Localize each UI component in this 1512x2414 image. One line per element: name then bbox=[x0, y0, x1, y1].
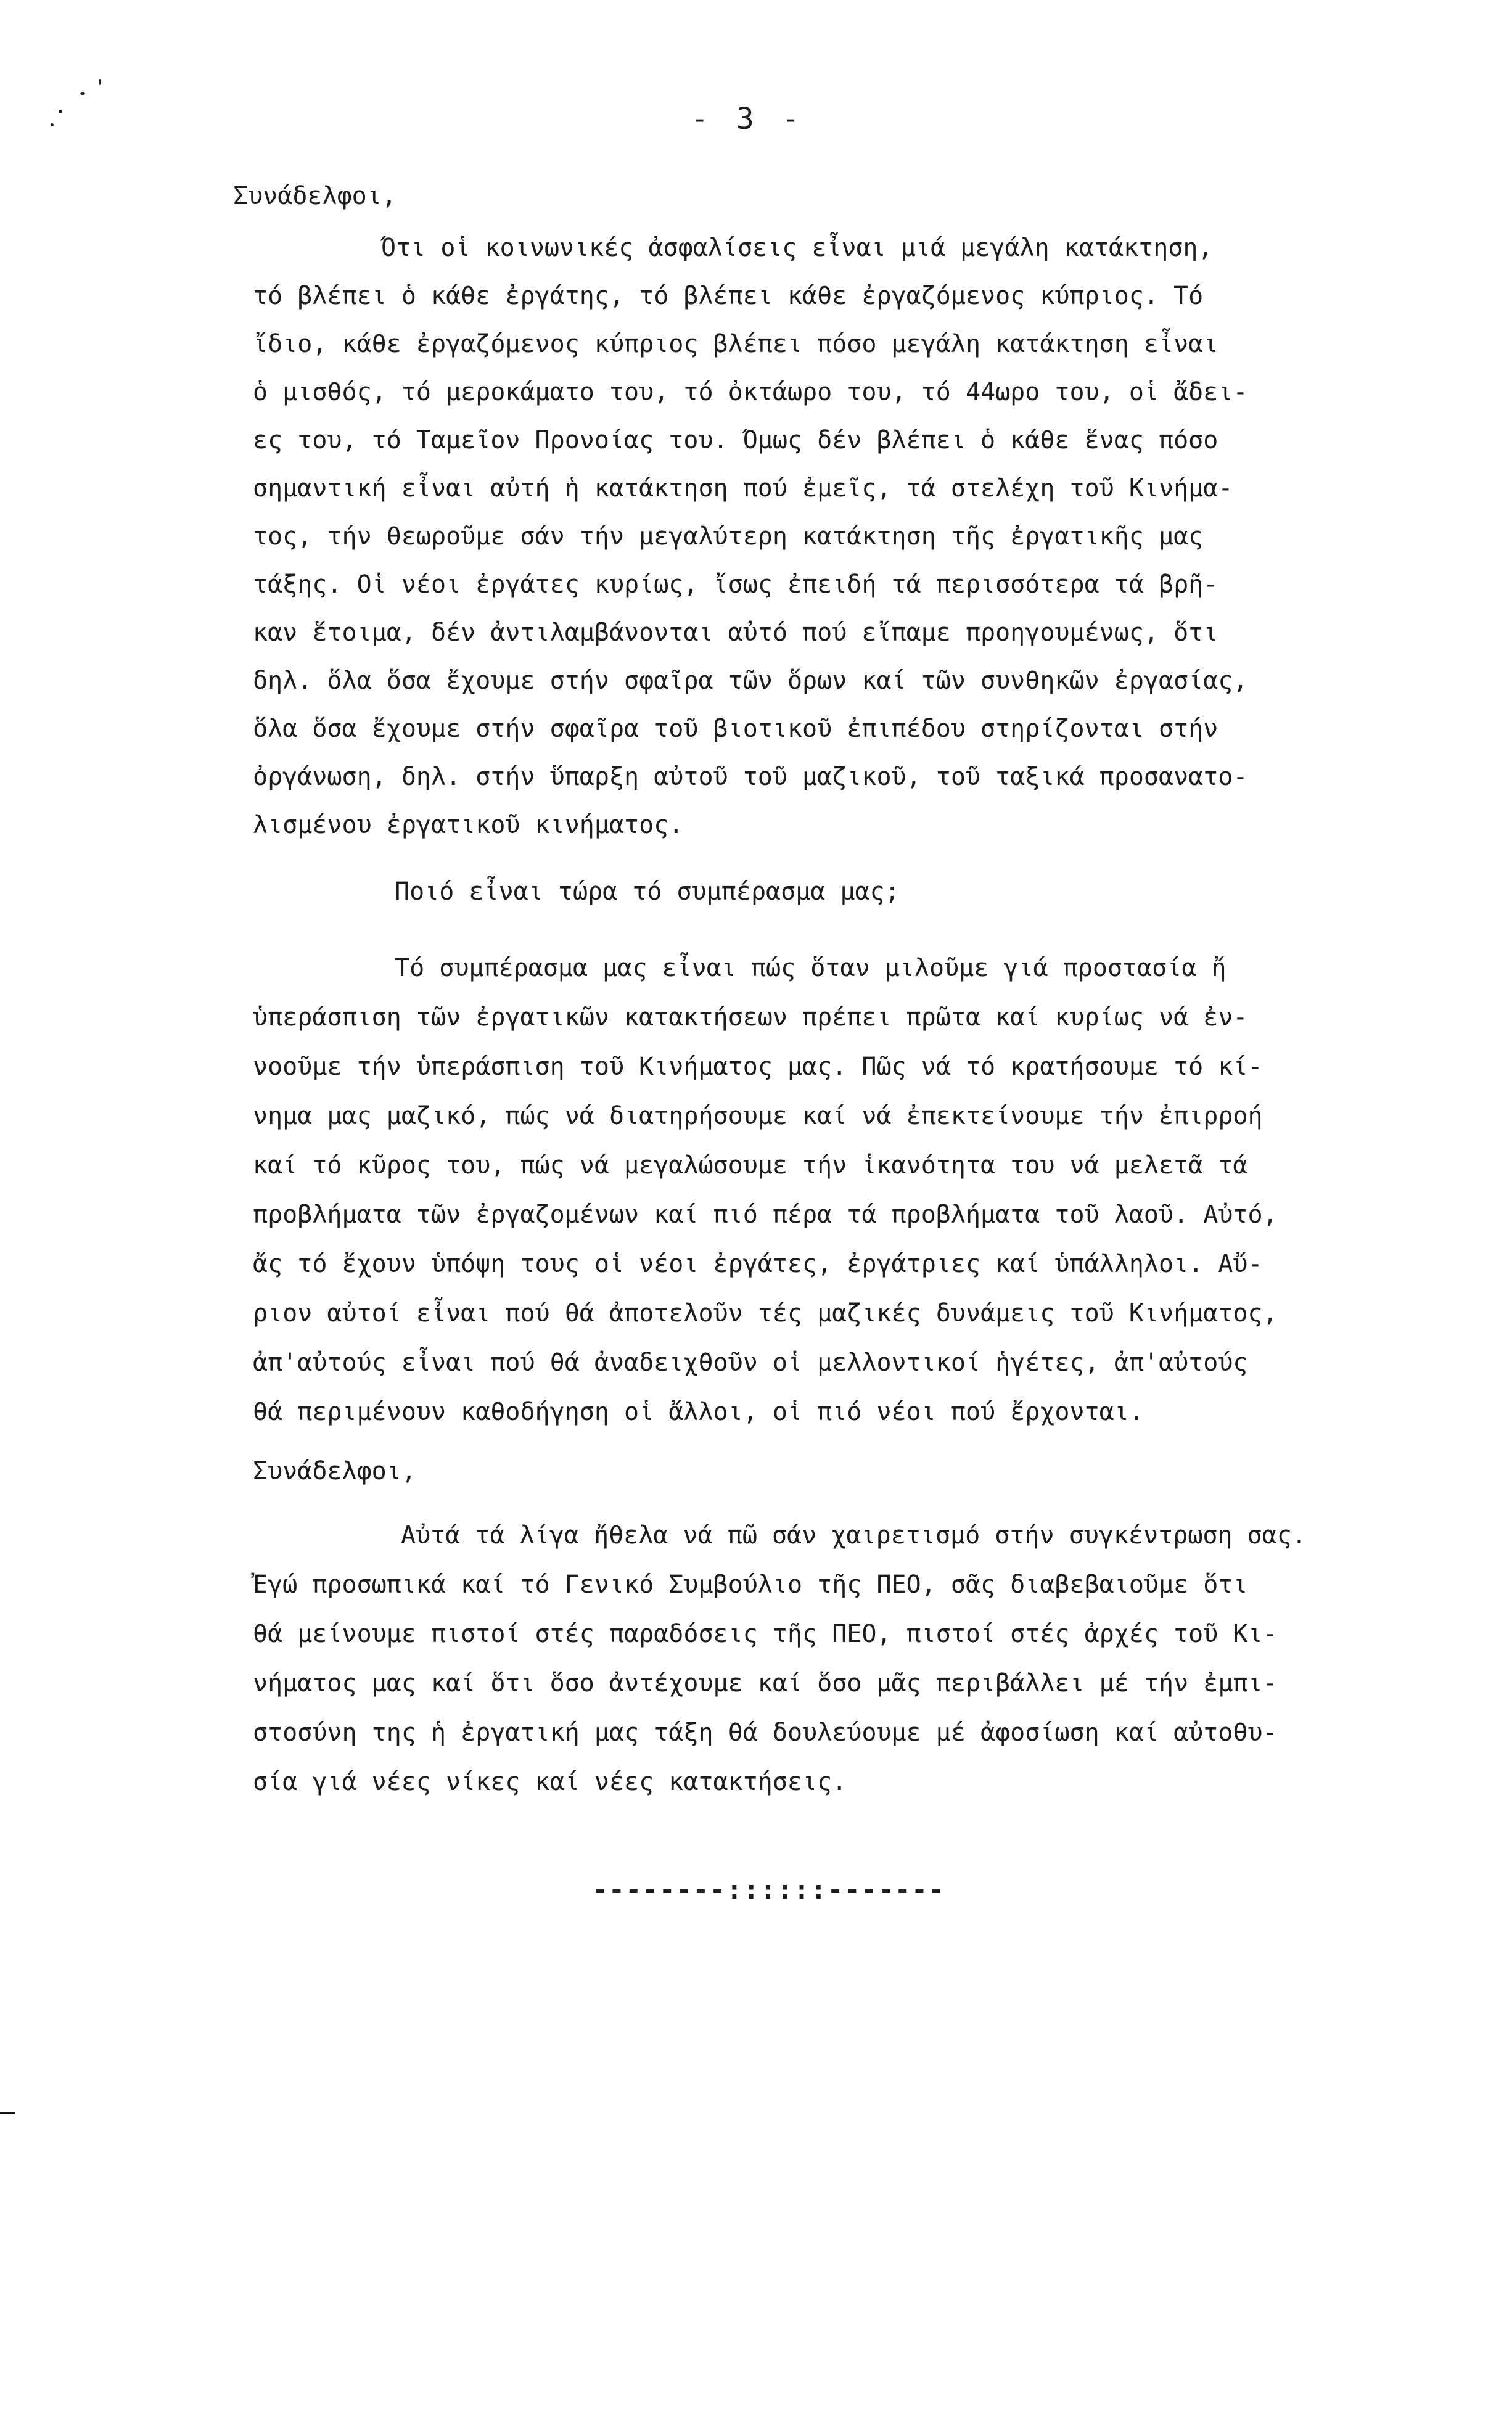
text-line: νημα μας μαζικό, πώς νά διατηρήσουμε καί νά ἐπεκτείνουμε τήν ἐπιρροή bbox=[253, 1102, 1263, 1130]
scan-speck bbox=[80, 92, 85, 95]
text-line: ἴδιο, κάθε ἐργαζόμενος κύπριος βλέπει πόσο μεγάλη κατάκτηση εἶναι bbox=[253, 330, 1218, 358]
text-line: προβλήματα τῶν ἐργαζομένων καί πιό πέρα τά προβλήματα τοῦ λαοῦ. Αὐτό, bbox=[253, 1201, 1278, 1229]
text-line: νήματος μας καί ὅτι ὅσο ἀντέχουμε καί ὅσο μᾶς περιβάλλει μέ τήν ἐμπι- bbox=[253, 1669, 1278, 1698]
text-line: νοοῦμε τήν ὑπεράσπιση τοῦ Κινήματος μας. Πῶς νά τό κρατήσουμε τό κί- bbox=[253, 1053, 1263, 1081]
text-line: λισμένου ἐργατικοῦ κινήματος. bbox=[253, 811, 684, 839]
text-line: ὅλα ὅσα ἔχουμε στήν σφαῖρα τοῦ βιοτικοῦ ἐπιπέδου στηρίζονται στήν bbox=[253, 715, 1218, 743]
salutation: Συνάδελφοι, bbox=[253, 1457, 416, 1485]
scan-speck bbox=[59, 110, 62, 113]
text-line: δηλ. ὅλα ὅσα ἔχουμε στήν σφαῖρα τῶν ὅρων καί τῶν συνθηκῶν ἐργασίας, bbox=[253, 667, 1248, 695]
text-line: θά περιμένουν καθοδήγηση οἱ ἄλλοι, οἱ πιό νέοι πού ἔρχονται. bbox=[253, 1398, 1144, 1426]
text-line: σημαντική εἶναι αὐτή ἡ κατάκτηση πού ἐμεῖς, τά στελέχη τοῦ Κινήμα- bbox=[253, 474, 1233, 503]
text-line: ες του, τό Ταμεῖον Προνοίας του. Όμως δέν βλέπει ὁ κάθε ἕνας πόσο bbox=[253, 426, 1218, 454]
text-line: Ότι οἱ κοινωνικές ἀσφαλίσεις εἶναι μιά μεγάλη κατάκτηση, bbox=[381, 234, 1213, 262]
text-line: στοσύνη της ἡ ἐργατική μας τάξη θά δουλεύουμε μέ ἀφοσίωση καί αὐτοθυ- bbox=[253, 1718, 1278, 1747]
salutation: Συνάδελφοι, bbox=[233, 182, 396, 210]
text-line: τό βλέπει ὁ κάθε ἐργάτης, τό βλέπει κάθε ἐργαζόμενος κύπριος. Τό bbox=[253, 282, 1204, 310]
text-line: ὀργάνωση, δηλ. στήν ὕπαρξη αὐτοῦ τοῦ μαζικοῦ, τοῦ ταξικά προσανατο- bbox=[253, 763, 1248, 791]
text-line: Αὐτά τά λίγα ἤθελα νά πῶ σάν χαιρετισμό στήν συγκέντρωση σας. bbox=[401, 1521, 1307, 1550]
scan-edge-mark bbox=[0, 2112, 15, 2114]
text-line: Ἐγώ προσωπικά καί τό Γενικό Συμβούλιο τῆς ΠΕΟ, σᾶς διαβεβαιοῦμε ὅτι bbox=[253, 1570, 1248, 1599]
text-line: σία γιά νέες νίκες καί νέες κατακτήσεις. bbox=[253, 1768, 847, 1796]
text-line: θά μείνουμε πιστοί στές παραδόσεις τῆς ΠΕΟ, πιστοί στές ἀρχές τοῦ Κι- bbox=[253, 1620, 1278, 1648]
scan-speck bbox=[51, 123, 54, 126]
text-line: ἀπ'αὐτούς εἶναι πού θά ἀναδειχθοῦν οἱ μελλοντικοί ἡγέτες, ἀπ'αὐτούς bbox=[253, 1349, 1248, 1377]
scan-speck bbox=[99, 79, 101, 85]
text-line: καί τό κῦρος του, πώς νά μεγαλώσουμε τήν ἱκανότητα του νά μελετᾶ τά bbox=[253, 1151, 1248, 1180]
text-line: Τό συμπέρασμα μας εἶναι πώς ὅταν μιλοῦμε γιά προστασία ἤ bbox=[395, 954, 1226, 982]
text-line: ριον αὐτοί εἶναι πού θά ἀποτελοῦν τές μαζικές δυνάμεις τοῦ Κινήματος, bbox=[253, 1299, 1278, 1328]
text-line: καν ἕτοιμα, δέν ἀντιλαμβάνονται αὐτό πού εἴπαμε προηγουμένως, ὅτι bbox=[253, 618, 1218, 647]
text-line: ὁ μισθός, τό μεροκάματο του, τό ὀκτάωρο του, τό 44ωρο του, οἱ ἄδει- bbox=[253, 378, 1248, 406]
section-question: Ποιό εἶναι τώρα τό συμπέρασμα μας; bbox=[395, 877, 900, 906]
text-line: τος, τήν θεωροῦμε σάν τήν μεγαλύτερη κατάκτηση τῆς ἐργατικῆς μας bbox=[253, 522, 1204, 551]
section-divider: --------::::::------- bbox=[592, 1874, 946, 1905]
text-line: τάξης. Οἱ νέοι ἐργάτες κυρίως, ἴσως ἐπειδή τά περισσότερα τά βρῆ- bbox=[253, 570, 1218, 599]
page-number: - 3 - bbox=[691, 102, 805, 136]
text-line: ὑπεράσπιση τῶν ἐργατικῶν κατακτήσεων πρέπει πρῶτα καί κυρίως νά ἐν- bbox=[253, 1003, 1248, 1032]
text-line: ἄς τό ἔχουν ὑπόψη τους οἱ νέοι ἐργάτες, ἐργάτριες καί ὑπάλληλοι. Αὔ- bbox=[253, 1250, 1263, 1278]
